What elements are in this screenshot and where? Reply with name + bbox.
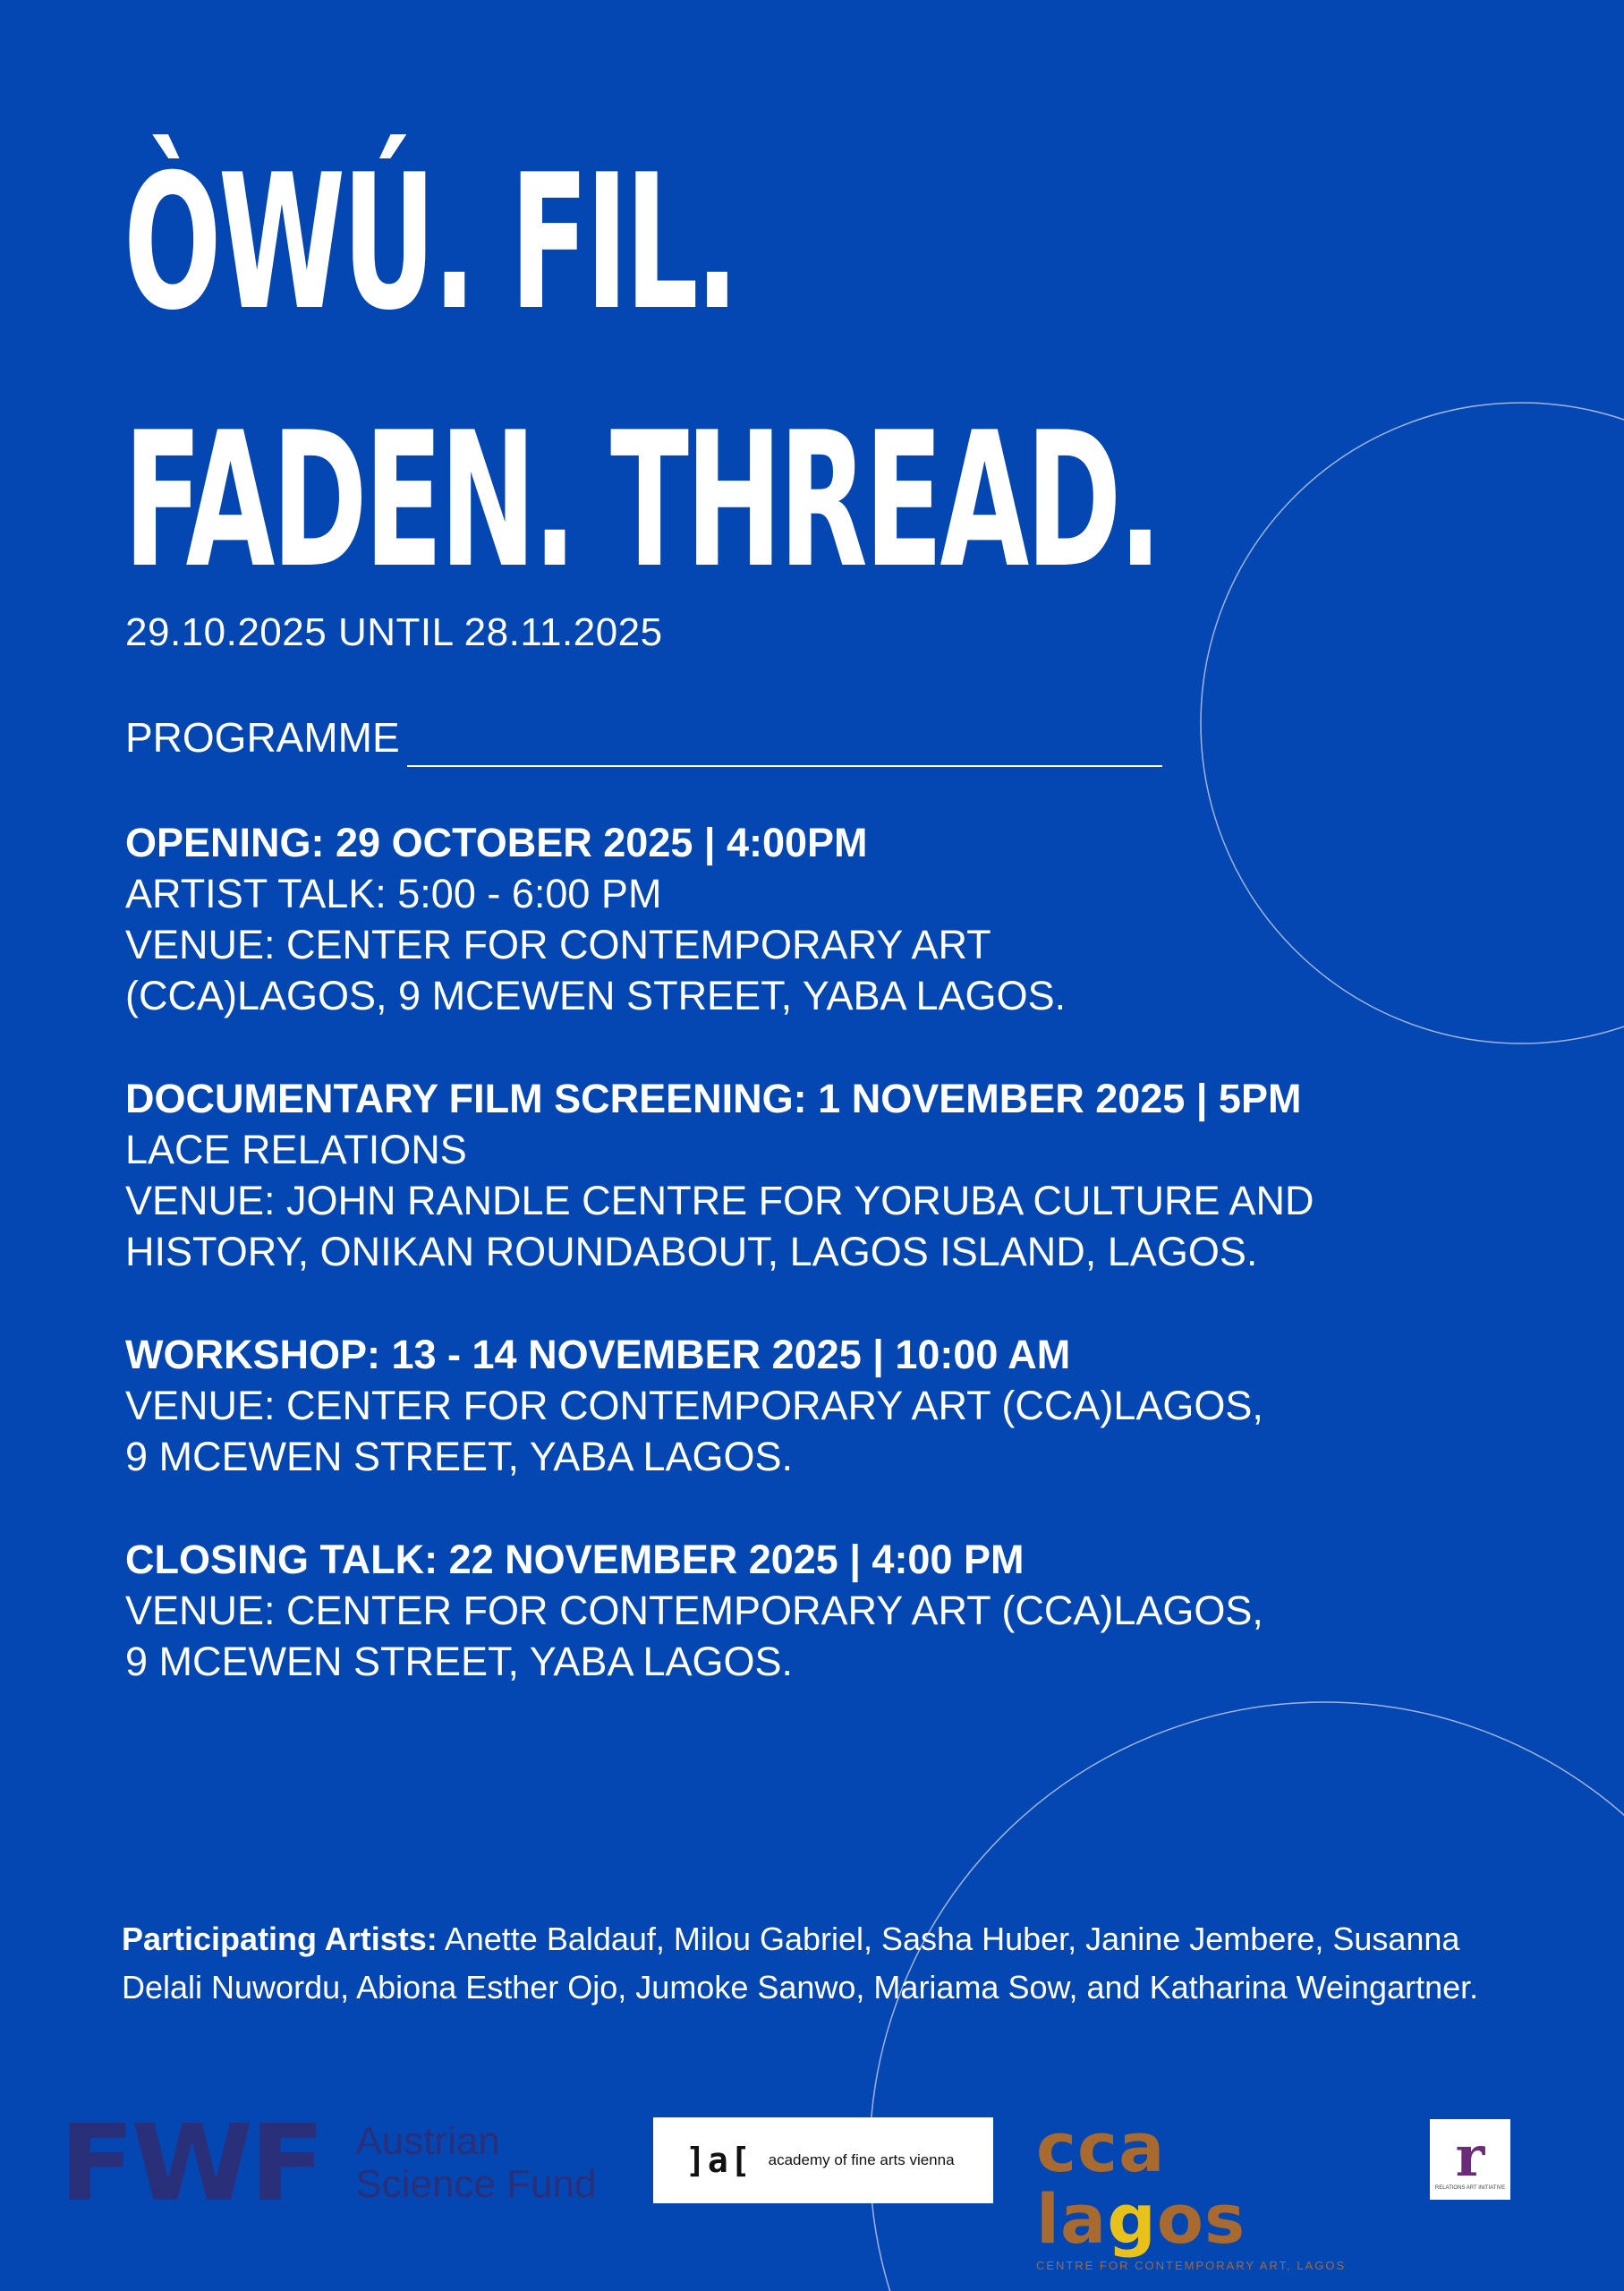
title-line-2: FADEN. THREAD. — [123, 393, 1160, 609]
event-heading: WORKSHOP: 13 - 14 NOVEMBER 2025 | 10:00 AM — [125, 1332, 1071, 1377]
exhibition-dates: 29.10.2025 UNTIL 28.11.2025 — [125, 610, 663, 654]
participating-artists — [122, 1915, 1518, 2012]
programme-heading — [125, 713, 1162, 762]
event-workshop — [125, 1329, 1485, 1482]
academy-fine-arts-logo — [653, 2117, 993, 2203]
r-logo-letter: r — [1455, 2124, 1485, 2189]
event-line: 9 MCEWEN STREET, YABA LAGOS. — [125, 1639, 794, 1684]
cca-wordmark-part: cca la — [1036, 2108, 1166, 2259]
event-film-screening — [125, 1073, 1485, 1277]
event-line: ARTIST TALK: 5:00 - 6:00 PM — [125, 871, 662, 916]
relations-initiative-logo — [1430, 2119, 1510, 2200]
cca-wordmark-g: g — [1107, 2179, 1157, 2259]
cca-subtitle: CENTRE FOR CONTEMPORARY ART, LAGOS — [1036, 2259, 1347, 2272]
fwf-name-line-2: Science Fund — [355, 2162, 597, 2206]
artists-label: Participating Artists: — [122, 1921, 438, 1957]
event-line: LACE RELATIONS — [125, 1127, 467, 1172]
event-line: VENUE: CENTER FOR CONTEMPORARY ART (CCA)LAGOS, — [125, 1588, 1263, 1633]
event-heading: CLOSING TALK: 22 NOVEMBER 2025 | 4:00 PM — [125, 1537, 1025, 1582]
academy-symbol: ]a[ — [685, 2141, 752, 2180]
event-line: HISTORY, ONIKAN ROUNDABOUT, LAGOS ISLAND, LAGOS. — [125, 1229, 1258, 1274]
event-heading: DOCUMENTARY FILM SCREENING: 1 NOVEMBER 2025 | 5PM — [125, 1076, 1302, 1121]
event-line: VENUE: CENTER FOR CONTEMPORARY ART (CCA)LAGOS, — [125, 1383, 1263, 1428]
cca-wordmark-part: os — [1156, 2179, 1246, 2259]
r-logo-caption: RELATIONS ART INITIATIVE — [1434, 2185, 1506, 2191]
event-line: VENUE: CENTER FOR CONTEMPORARY ART — [125, 922, 991, 967]
event-line: 9 MCEWEN STREET, YABA LAGOS. — [125, 1434, 794, 1479]
event-closing-talk — [125, 1534, 1485, 1687]
cca-lagos-logo — [1036, 2108, 1385, 2272]
programme-label: PROGRAMME — [125, 714, 400, 761]
cca-wordmark — [1036, 2108, 1385, 2259]
academy-name: academy of fine arts vienna — [768, 2151, 955, 2168]
event-heading: OPENING: 29 OCTOBER 2025 | 4:00PM — [125, 820, 868, 865]
title-line-1: ÒWÚ. FIL. — [123, 135, 736, 352]
event-opening — [125, 817, 1485, 1021]
sponsor-logos — [0, 2101, 1624, 2272]
programme-rule — [407, 765, 1162, 767]
fwf-logo — [59, 2101, 597, 2225]
event-line: VENUE: JOHN RANDLE CENTRE FOR YORUBA CULTURE AND — [125, 1178, 1314, 1223]
fwf-name-line-1: Austrian — [355, 2119, 500, 2163]
poster-title — [123, 115, 1159, 630]
event-line: (CCA)LAGOS, 9 MCEWEN STREET, YABA LAGOS. — [125, 973, 1067, 1018]
fwf-mark: FWF — [59, 2101, 322, 2225]
fwf-name — [355, 2120, 596, 2206]
artists-names: Anette Baldauf, Milou Gabriel, Sasha Huber, Janine Jembere, Susanna Delali Nuwordu, Abiona Esther Ojo, Jumoke Sanwo, Mariama Sow, and Katharina Weingartner. — [122, 1921, 1479, 2006]
